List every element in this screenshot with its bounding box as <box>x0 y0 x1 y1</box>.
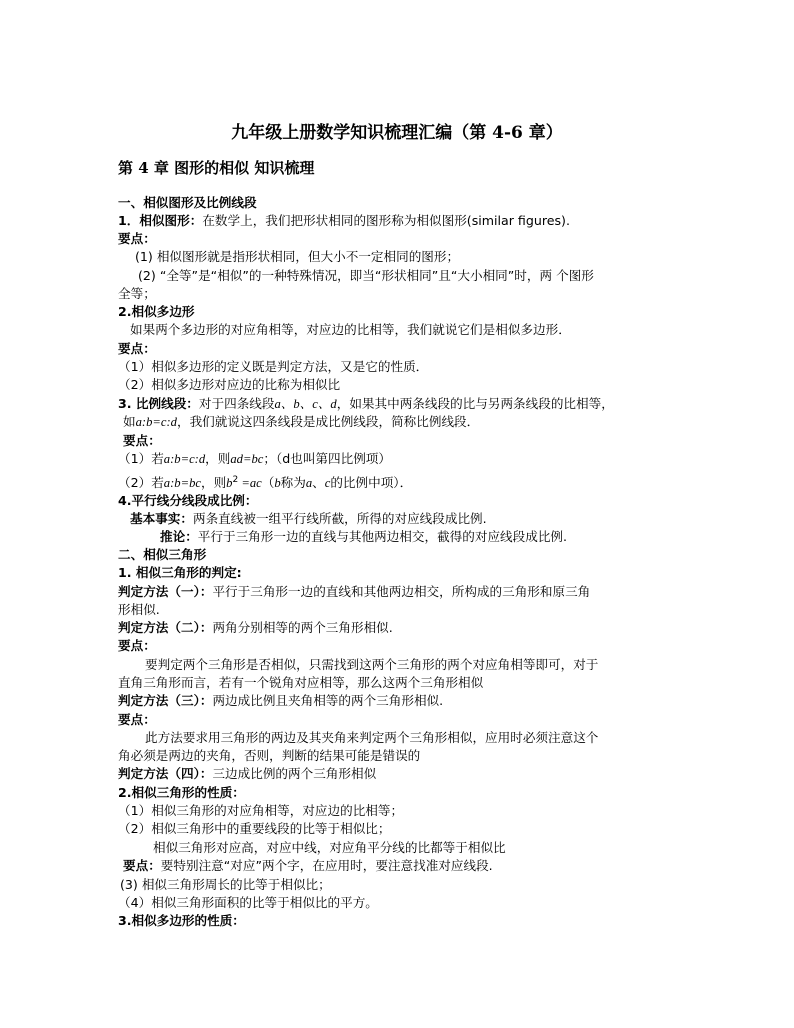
paragraph-text: 平行于三角形一边的直线与其他两边相交，截得的对应线段成比例. <box>197 529 568 544</box>
paragraph-label: 3. 比例线段： <box>118 396 199 411</box>
paragraph-text: 两条直线被一组平行线所截，所得的对应线段成比例. <box>192 511 487 526</box>
paragraph-text: 要特别注意“对应”两个字，在应用时，要注意找准对应线段. <box>160 858 493 873</box>
key-point-line: 直角三角形而言，若有一个锐角对应相等，那么这两个三角形相似 <box>118 675 484 690</box>
paragraph <box>118 766 376 782</box>
text: （ <box>261 475 275 491</box>
math-expr: =ac <box>238 476 262 491</box>
text: ；（d也叫第四比例项） <box>263 451 391 466</box>
key-point-line: 角必须是两边的夹角，否则，判断的结果可能是错误的 <box>118 748 421 763</box>
paragraph <box>123 858 493 874</box>
text: ，则 <box>200 475 227 491</box>
property-line: （1）相似三角形的对应角相等，对应边的比相等； <box>118 803 404 818</box>
math-expr: a <box>305 476 313 491</box>
math-expr: b <box>274 476 281 491</box>
key-points-label: 要点： <box>118 638 156 653</box>
key-point-line <box>118 451 391 467</box>
paragraph <box>118 693 443 709</box>
text: 的比例中项）． <box>330 475 413 491</box>
text: 如 <box>123 414 136 429</box>
paragraph-text: 平行于三角形一边的直线和其他两边相交，所构成的三角形和原三角 <box>212 584 591 599</box>
key-points-label: 要点： <box>123 433 161 448</box>
paragraph-label: 1. 相似三角形的判定: <box>118 565 242 580</box>
paragraph-label: 基本事实： <box>130 511 193 526</box>
key-point-line: (1) 相似图形就是指形状相同，但大小不一定相同的图形； <box>135 249 460 264</box>
text: ，我们就说这四条线段是成比例线段，简称比例线段． <box>176 414 480 429</box>
paragraph <box>130 511 487 527</box>
paragraph-text: 形相似. <box>118 602 160 617</box>
property-line: （4）相似三角形面积的比等于相似比的平方。 <box>118 895 378 910</box>
property-line: 相似三角形对应高，对应中线，对应角平分线的比都等于相似比 <box>153 840 506 855</box>
key-point-line: 此方法要求用三角形的两边及其夹角来判定两个三角形相似，应用时必须注意这个 <box>145 730 599 745</box>
text: 称为 <box>280 475 306 491</box>
key-points-label: 要点： <box>118 231 156 246</box>
math-expr: a:b=c:d <box>163 452 206 466</box>
math-expr: a:b=c:d <box>135 415 177 429</box>
math-expr: b <box>226 476 233 491</box>
key-point-line: （2）相似多边形对应边的比称为相似比 <box>118 377 341 392</box>
text: （2）若 <box>118 475 164 491</box>
text: 、 <box>312 475 325 491</box>
paragraph <box>118 213 570 229</box>
text: （1）若 <box>118 451 164 466</box>
math-expr: a:b=bc <box>163 476 201 491</box>
key-points-label: 要点： <box>118 341 156 356</box>
paragraph-label: 2.相似多边形 <box>118 304 195 319</box>
section-heading: 二、相似三角形 <box>118 547 207 562</box>
paragraph-text: 如果两个多边形的对应角相等，对应边的比相等，我们就说它们是相似多边形． <box>130 322 571 337</box>
method-label: 判定方法（一）： <box>118 584 213 599</box>
key-points-label: 要点： <box>123 858 161 873</box>
math-vars: a、b、c、d <box>274 397 337 411</box>
paragraph-label: 1．相似图形： <box>118 213 203 228</box>
paragraph <box>160 529 567 545</box>
key-point-line: （1）相似多边形的定义既是判定方法，又是它的性质． <box>118 359 429 374</box>
text: ，则 <box>205 451 231 466</box>
paragraph-text: 三边成比例的两个三角形相似 <box>212 766 377 781</box>
paragraph <box>118 584 590 600</box>
math-expr: ad=bc <box>230 452 264 466</box>
paragraph-text: 两角分别相等的两个三角形相似. <box>212 620 393 635</box>
section-heading: 一、相似图形及比例线段 <box>118 195 257 210</box>
paragraph <box>123 414 479 430</box>
method-label: 判定方法（二）： <box>118 620 213 635</box>
paragraph <box>118 620 393 636</box>
math-expr: c <box>324 476 331 491</box>
key-point-line: (2) “全等”是“相似”的一种特殊情况，即当“形状相同”且“大小相同”时，两 个图形 <box>138 268 594 283</box>
key-point-line: 全等； <box>118 286 156 301</box>
paragraph-label: 2.相似三角形的性质： <box>118 785 245 800</box>
paragraph-label: 推论： <box>160 529 198 544</box>
property-line: (3) 相似三角形周长的比等于相似比； <box>120 877 331 892</box>
method-label: 判定方法（四）： <box>118 766 213 781</box>
paragraph-label: 3.相似多边形的性质： <box>118 913 245 928</box>
text: 对于四条线段 <box>198 396 275 411</box>
paragraph <box>118 396 614 412</box>
chapter-heading: 第 4 章 图形的相似 知识梳理 <box>118 159 315 177</box>
superscript: 2 <box>232 475 239 485</box>
key-point-line: 要判定两个三角形是否相似，只需找到这两个三角形的两个对应角相等即可，对于 <box>145 657 599 672</box>
paragraph-text: 两边成比例且夹角相等的两个三角形相似. <box>212 693 444 708</box>
key-point-line <box>118 472 412 491</box>
method-label: 判定方法（三）： <box>118 693 213 708</box>
text: ，如果其中两条线段的比与另两条线段的比相等， <box>336 396 614 411</box>
paragraph-label: 4.平行线分线段成比例： <box>118 493 258 508</box>
property-line: （2）相似三角形中的重要线段的比等于相似比； <box>118 821 391 836</box>
paragraph-text: 在数学上，我们把形状相同的图形称为相似图形(similar figures). <box>202 213 570 228</box>
key-points-label: 要点： <box>118 712 156 727</box>
document-title: 九年级上册数学知识梳理汇编（第 4-6 章） <box>231 123 563 143</box>
